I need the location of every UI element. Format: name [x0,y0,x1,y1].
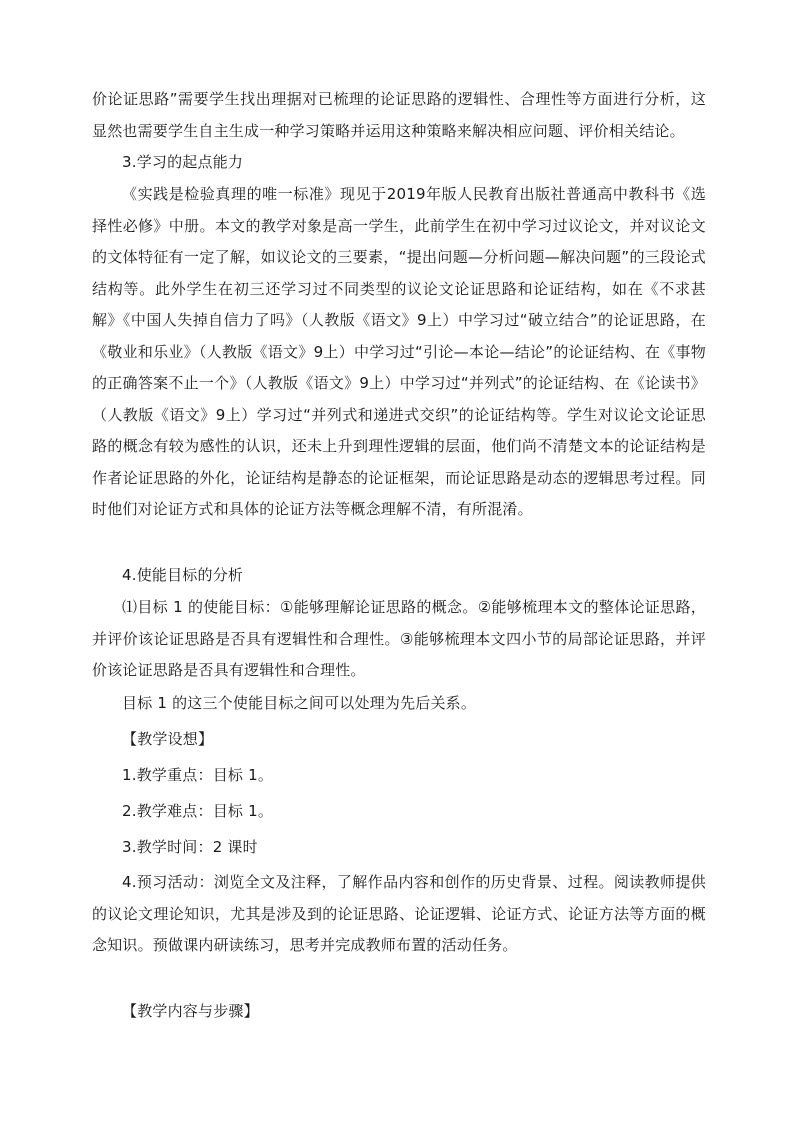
paragraph-starting-ability: 《实践是检验真理的唯一标准》现见于2019年版人民教育出版社普通高中教科书《选择性必修》中册。本文的教学对象是高一学生，此前学生在初中学习过议论文，并对议论文的文体特征有一定了解，如议论文的三要素，“提出问题—分析问题—解决问题”的三段论式结构等。此外学生在初三还学习过不同类型的议论文论证思路和论证结构，如在《不求甚解》《中国人失掉自信力了吗》（人教版《语文》9上）中学习过“破立结合”的论证思路，在《敬业和乐业》（人教版《语文》9上）中学习过“引论—本论—结论”的论证结构、在《事物的正确答案不止一个》（人教版《语文》9上）中学习过“并列式”的论证结构、在《论读书》（人教版《语文》9上）学习过“并列式和递进式交织”的论证结构等。学生对议论文论证思路的概念有较为感性的认识，还未上升到理性逻辑的层面，他们尚不清楚文本的论证结构是作者论证思路的外化，论证结构是静态的论证框架，而论证思路是动态的逻辑思考过程。同时他们对论证方式和具体的论证方法等概念理解不清，有所混淆。 [92,185,706,518]
paragraph-argument-analysis: 价论证思路”需要学生找出理据对已梳理的论证思路的逻辑性、合理性等方面进行分析，这显然也需要学生自主生成一种学习策略并运用这种策略来解决相应问题、评价相关结论。 [92,90,706,140]
paragraph-teaching-difficulty: 2.教学难点：目标 1。 [122,802,274,820]
heading-starting-ability: 3.学习的起点能力 [122,153,244,171]
paragraph-preview-activity: 4.预习活动：浏览全文及注释，了解作品内容和创作的历史背景、过程。阅读教师提供的议论文理论知识，尤其是涉及到的论证思路、论证逻辑、论证方式、论证方法等方面的概念知识。预做课内研读练习，思考并完成教师布置的活动任务。 [92,873,706,954]
paragraph-teaching-focus: 1.教学重点：目标 1。 [122,766,274,784]
paragraph-teaching-time: 3.教学时间：2 课时 [122,838,258,856]
paragraph-objective-relation: 目标 1 的这三个使能目标之间可以处理为先后关系。 [122,694,477,712]
heading-teaching-content: 【教学内容与步骤】 [122,1002,259,1020]
heading-teaching-design: 【教学设想】 [122,730,214,748]
paragraph-objective-one: ⑴目标 1 的使能目标：①能够理解论证思路的概念。②能够梳理本文的整体论证思路，并评价该论证思路是否具有逻辑性和合理性。③能够梳理本文四小节的局部论证思路，并评价该论证思路是否具有逻辑性和合理性。 [92,598,706,679]
heading-enabling-objectives: 4.使能目标的分析 [122,566,244,584]
